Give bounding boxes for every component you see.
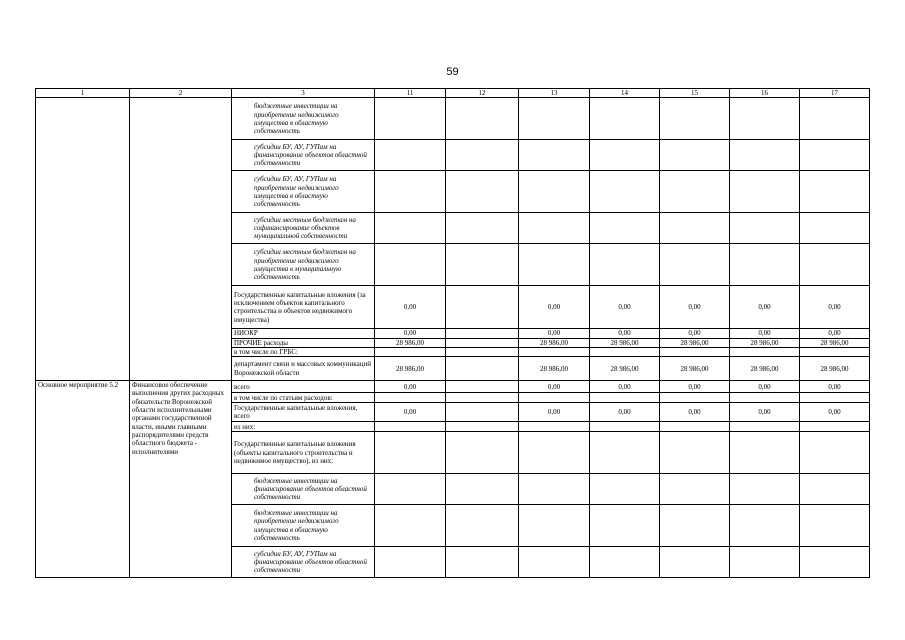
value-cell: 28 986,00 bbox=[660, 357, 730, 381]
value-cell: 0,00 bbox=[519, 381, 590, 393]
value-cell bbox=[446, 347, 519, 356]
column-header: 1 bbox=[36, 89, 130, 98]
value-cell bbox=[519, 98, 590, 140]
value-cell: 0,00 bbox=[590, 329, 660, 338]
value-cell bbox=[730, 547, 800, 578]
value-cell bbox=[519, 347, 590, 356]
value-cell bbox=[660, 140, 730, 171]
value-cell bbox=[519, 432, 590, 474]
value-cell bbox=[375, 432, 446, 474]
value-cell bbox=[375, 244, 446, 286]
value-cell bbox=[590, 244, 660, 286]
row-label: субсидии местным бюджетам на приобретение недвижимого имущества в муниципальную собственность bbox=[232, 244, 375, 286]
value-cell bbox=[800, 213, 870, 244]
value-cell bbox=[446, 338, 519, 347]
value-cell bbox=[660, 432, 730, 474]
value-cell bbox=[660, 347, 730, 356]
column-header: 2 bbox=[130, 89, 232, 98]
value-cell bbox=[519, 393, 590, 403]
value-cell: 28 986,00 bbox=[375, 338, 446, 347]
row-label: в том числе по статьям расходов: bbox=[232, 393, 375, 403]
table-row bbox=[36, 381, 870, 393]
row-label: из них: bbox=[232, 422, 375, 432]
value-cell bbox=[375, 547, 446, 578]
value-cell bbox=[730, 171, 800, 213]
value-cell bbox=[519, 140, 590, 171]
value-cell bbox=[375, 347, 446, 356]
column-header: 11 bbox=[375, 89, 446, 98]
value-cell bbox=[446, 213, 519, 244]
value-cell bbox=[660, 474, 730, 505]
table-row bbox=[36, 98, 870, 140]
column-header: 3 bbox=[232, 89, 375, 98]
value-cell bbox=[590, 432, 660, 474]
row-label: Государственные капитальные вложения, всего bbox=[232, 403, 375, 422]
column-header: 15 bbox=[660, 89, 730, 98]
value-cell bbox=[590, 171, 660, 213]
value-cell bbox=[660, 547, 730, 578]
value-cell bbox=[590, 347, 660, 356]
value-cell bbox=[730, 432, 800, 474]
value-cell bbox=[519, 213, 590, 244]
value-cell bbox=[446, 171, 519, 213]
header-row bbox=[36, 89, 870, 98]
value-cell bbox=[660, 505, 730, 547]
value-cell bbox=[800, 393, 870, 403]
column-header: 14 bbox=[590, 89, 660, 98]
value-cell bbox=[375, 98, 446, 140]
value-cell bbox=[730, 422, 800, 432]
value-cell: 28 986,00 bbox=[800, 357, 870, 381]
value-cell bbox=[519, 474, 590, 505]
value-cell: 0,00 bbox=[730, 329, 800, 338]
value-cell: 0,00 bbox=[800, 329, 870, 338]
value-cell bbox=[800, 171, 870, 213]
event-code: Основное мероприятие 5.2 bbox=[36, 381, 130, 578]
value-cell bbox=[446, 244, 519, 286]
row-label: субсидии местным бюджетам на софинансирование объектов муниципальной собственности bbox=[232, 213, 375, 244]
column-header: 12 bbox=[446, 89, 519, 98]
value-cell: 0,00 bbox=[590, 286, 660, 329]
value-cell: 28 986,00 bbox=[800, 338, 870, 347]
value-cell bbox=[446, 432, 519, 474]
column-header: 17 bbox=[800, 89, 870, 98]
value-cell bbox=[446, 98, 519, 140]
value-cell bbox=[800, 432, 870, 474]
value-cell bbox=[590, 474, 660, 505]
value-cell bbox=[800, 547, 870, 578]
value-cell: 28 986,00 bbox=[730, 357, 800, 381]
value-cell: 28 986,00 bbox=[519, 338, 590, 347]
value-cell bbox=[800, 140, 870, 171]
value-cell bbox=[590, 393, 660, 403]
value-cell bbox=[446, 474, 519, 505]
value-cell bbox=[660, 171, 730, 213]
value-cell bbox=[446, 140, 519, 171]
value-cell: 0,00 bbox=[375, 329, 446, 338]
value-cell bbox=[660, 98, 730, 140]
row-label: ПРОЧИЕ расходы bbox=[232, 338, 375, 347]
column-header: 16 bbox=[730, 89, 800, 98]
value-cell bbox=[730, 213, 800, 244]
value-cell bbox=[375, 140, 446, 171]
row-label: субсидии БУ, АУ, ГУПам на финансирование объектов областной собственности bbox=[232, 140, 375, 171]
value-cell: 28 986,00 bbox=[375, 357, 446, 381]
column-header: 13 bbox=[519, 89, 590, 98]
row-label: в том числе по ГРБС: bbox=[232, 347, 375, 356]
value-cell bbox=[800, 422, 870, 432]
value-cell bbox=[800, 474, 870, 505]
value-cell bbox=[375, 422, 446, 432]
row-label: бюджетные инвестиции на приобретение недвижимого имущества в областную собственность bbox=[232, 505, 375, 547]
value-cell bbox=[375, 213, 446, 244]
value-cell: 0,00 bbox=[519, 286, 590, 329]
value-cell bbox=[590, 213, 660, 244]
page-number: 59 bbox=[446, 66, 459, 78]
value-cell: 0,00 bbox=[660, 329, 730, 338]
value-cell: 0,00 bbox=[375, 381, 446, 393]
value-cell bbox=[800, 244, 870, 286]
row-label: бюджетные инвестиции на финансирование объектов областной собственности bbox=[232, 474, 375, 505]
value-cell bbox=[519, 505, 590, 547]
value-cell: 0,00 bbox=[660, 381, 730, 393]
value-cell bbox=[446, 422, 519, 432]
value-cell bbox=[446, 329, 519, 338]
budget-table bbox=[35, 88, 870, 578]
row-label: Государственные капитальные вложения (за исключением объектов капитального строительства и объектов недвижимого имущества) bbox=[232, 286, 375, 329]
value-cell bbox=[660, 244, 730, 286]
value-cell: 0,00 bbox=[660, 403, 730, 422]
row-label: субсидии БУ, АУ, ГУПам на приобретение недвижимого имущества в областную собственность bbox=[232, 171, 375, 213]
value-cell bbox=[590, 422, 660, 432]
row-label: всего bbox=[232, 381, 375, 393]
row-label: Государственные капитальные вложения (объекты капитального строительства и недвижимое имущество), из них: bbox=[232, 432, 375, 474]
value-cell: 28 986,00 bbox=[590, 338, 660, 347]
value-cell bbox=[519, 547, 590, 578]
value-cell bbox=[730, 474, 800, 505]
value-cell bbox=[446, 505, 519, 547]
value-cell: 28 986,00 bbox=[519, 357, 590, 381]
value-cell bbox=[730, 98, 800, 140]
value-cell: 0,00 bbox=[375, 403, 446, 422]
value-cell: 0,00 bbox=[800, 381, 870, 393]
value-cell: 0,00 bbox=[730, 381, 800, 393]
value-cell bbox=[730, 505, 800, 547]
value-cell: 28 986,00 bbox=[660, 338, 730, 347]
value-cell bbox=[519, 171, 590, 213]
value-cell bbox=[446, 357, 519, 381]
value-cell bbox=[446, 381, 519, 393]
empty-name-cell bbox=[130, 98, 232, 381]
value-cell bbox=[590, 505, 660, 547]
value-cell bbox=[446, 547, 519, 578]
value-cell: 0,00 bbox=[590, 403, 660, 422]
value-cell: 0,00 bbox=[730, 403, 800, 422]
row-label: субсидии БУ, АУ, ГУПам на финансирование объектов областной собственности bbox=[232, 547, 375, 578]
value-cell bbox=[730, 140, 800, 171]
value-cell bbox=[660, 422, 730, 432]
value-cell: 0,00 bbox=[660, 286, 730, 329]
value-cell bbox=[519, 244, 590, 286]
value-cell bbox=[375, 474, 446, 505]
value-cell bbox=[519, 422, 590, 432]
row-label: бюджетные инвестиции на приобретение недвижимого имущества в областную собственность bbox=[232, 98, 375, 140]
value-cell bbox=[446, 286, 519, 329]
value-cell bbox=[800, 505, 870, 547]
value-cell: 0,00 bbox=[730, 286, 800, 329]
value-cell bbox=[800, 98, 870, 140]
event-name: Финансовое обеспечение выполнения других расходных обязательств Воронежской области исполнительными органами государственной власти, иными главными распорядителями средств областного бюджета - исполнителями bbox=[130, 381, 232, 578]
row-label: НИОКР bbox=[232, 329, 375, 338]
row-label: департамент связи и массовых коммуникаций Воронежской области bbox=[232, 357, 375, 381]
value-cell bbox=[375, 505, 446, 547]
value-cell: 0,00 bbox=[519, 329, 590, 338]
value-cell: 0,00 bbox=[590, 381, 660, 393]
value-cell bbox=[800, 347, 870, 356]
value-cell bbox=[375, 171, 446, 213]
value-cell bbox=[660, 393, 730, 403]
value-cell bbox=[590, 140, 660, 171]
value-cell bbox=[730, 393, 800, 403]
value-cell bbox=[590, 547, 660, 578]
empty-code-cell bbox=[36, 98, 130, 381]
value-cell: 0,00 bbox=[800, 403, 870, 422]
value-cell bbox=[446, 403, 519, 422]
value-cell: 28 986,00 bbox=[730, 338, 800, 347]
value-cell bbox=[375, 393, 446, 403]
value-cell: 0,00 bbox=[375, 286, 446, 329]
table-body bbox=[36, 98, 870, 578]
value-cell: 0,00 bbox=[800, 286, 870, 329]
value-cell bbox=[730, 244, 800, 286]
value-cell bbox=[660, 213, 730, 244]
value-cell bbox=[590, 98, 660, 140]
value-cell bbox=[730, 347, 800, 356]
value-cell: 28 986,00 bbox=[590, 357, 660, 381]
value-cell: 0,00 bbox=[519, 403, 590, 422]
value-cell bbox=[446, 393, 519, 403]
